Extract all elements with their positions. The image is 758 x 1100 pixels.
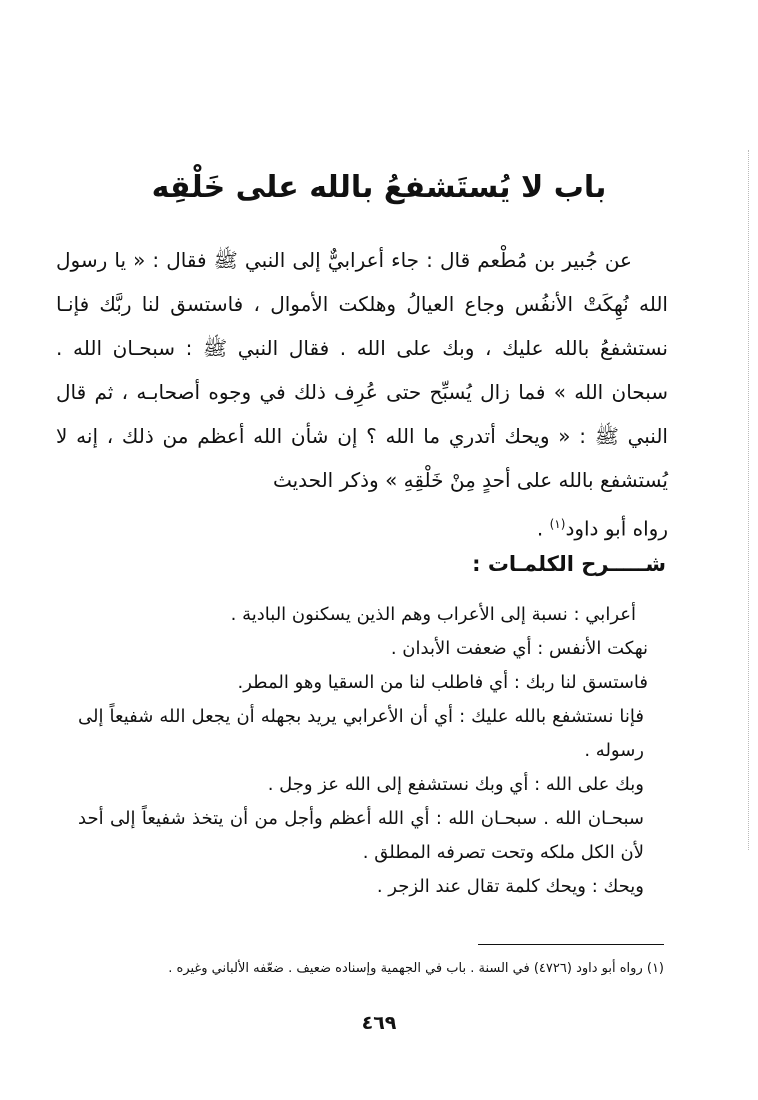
source-end: . [536, 516, 550, 541]
hadith-paragraph: عن جُبير بن مُطْعم قال : جاء أعرابيٌّ إلى النبي ﷺ فقال : « يا رسول الله نُهِكَتْ الأنفُس وجاع العيالُ وهلكت الأموال ، فاستسق لنا ربَّك فإنـا نستشفعُ بالله عليك ، وبك على الله . فقال النبي ﷺ : سبحـان الله . سبحان الله » فما زال يُسبِّح حتى عُرِف ذلك في وجوه أصحابـه ، ثم قال النبي ﷺ : « ويحك أتدري ما الله ؟ إن شأن الله أعظم من ذلك ، إنه لا يُستشفع بالله على أحدٍ مِنْ خَلْقِهِ » وذكر الحديث [56, 248, 668, 492]
definition-item: فاستسق لنا ربك : أي فاطلب لنا من السقيا وهو المطر. [237, 672, 648, 693]
footnote-marker: (١) [549, 517, 566, 531]
hadith-source [56, 502, 668, 551]
definitions-list [78, 598, 666, 904]
hadith-text [56, 238, 668, 551]
source-text: رواه أبو داود [565, 516, 668, 541]
definition-item: فإنا نستشفع بالله عليك : أي أن الأعرابي يريد بجهله أن يجعل الله شفيعاً إلى رسوله . [78, 706, 644, 761]
page-number: ٤٦٩ [361, 1012, 397, 1034]
footnote: (١) رواه أبو داود (٤٧٢٦) في السنة . باب في الجهمية وإسناده ضعيف . ضعّفه الألباني وغيره . [168, 961, 664, 976]
definition-item: أعرابي : نسبة إلى الأعراب وهم الذين يسكنون البادية . [230, 604, 636, 625]
definition-item: وبك على الله : أي وبك نستشفع إلى الله عز وجل . [267, 774, 644, 795]
section-heading: شـــــرح الكلمـات : [472, 552, 666, 576]
chapter-title: باب لا يُستَشفعُ بالله على خَلْقِه [151, 170, 607, 205]
footnote-divider [478, 944, 664, 945]
definition-item: نهكت الأنفس : أي ضعفت الأبدان . [390, 638, 648, 659]
definition-item: ويحك : ويحك كلمة تقال عند الزجر . [376, 876, 644, 897]
definition-item: سبحـان الله . سبحـان الله : أي الله أعظم وأجل من أن يتخذ شفيعاً إلى أحد لأن الكل ملكه وتحت تصرفه المطلق . [78, 808, 644, 863]
